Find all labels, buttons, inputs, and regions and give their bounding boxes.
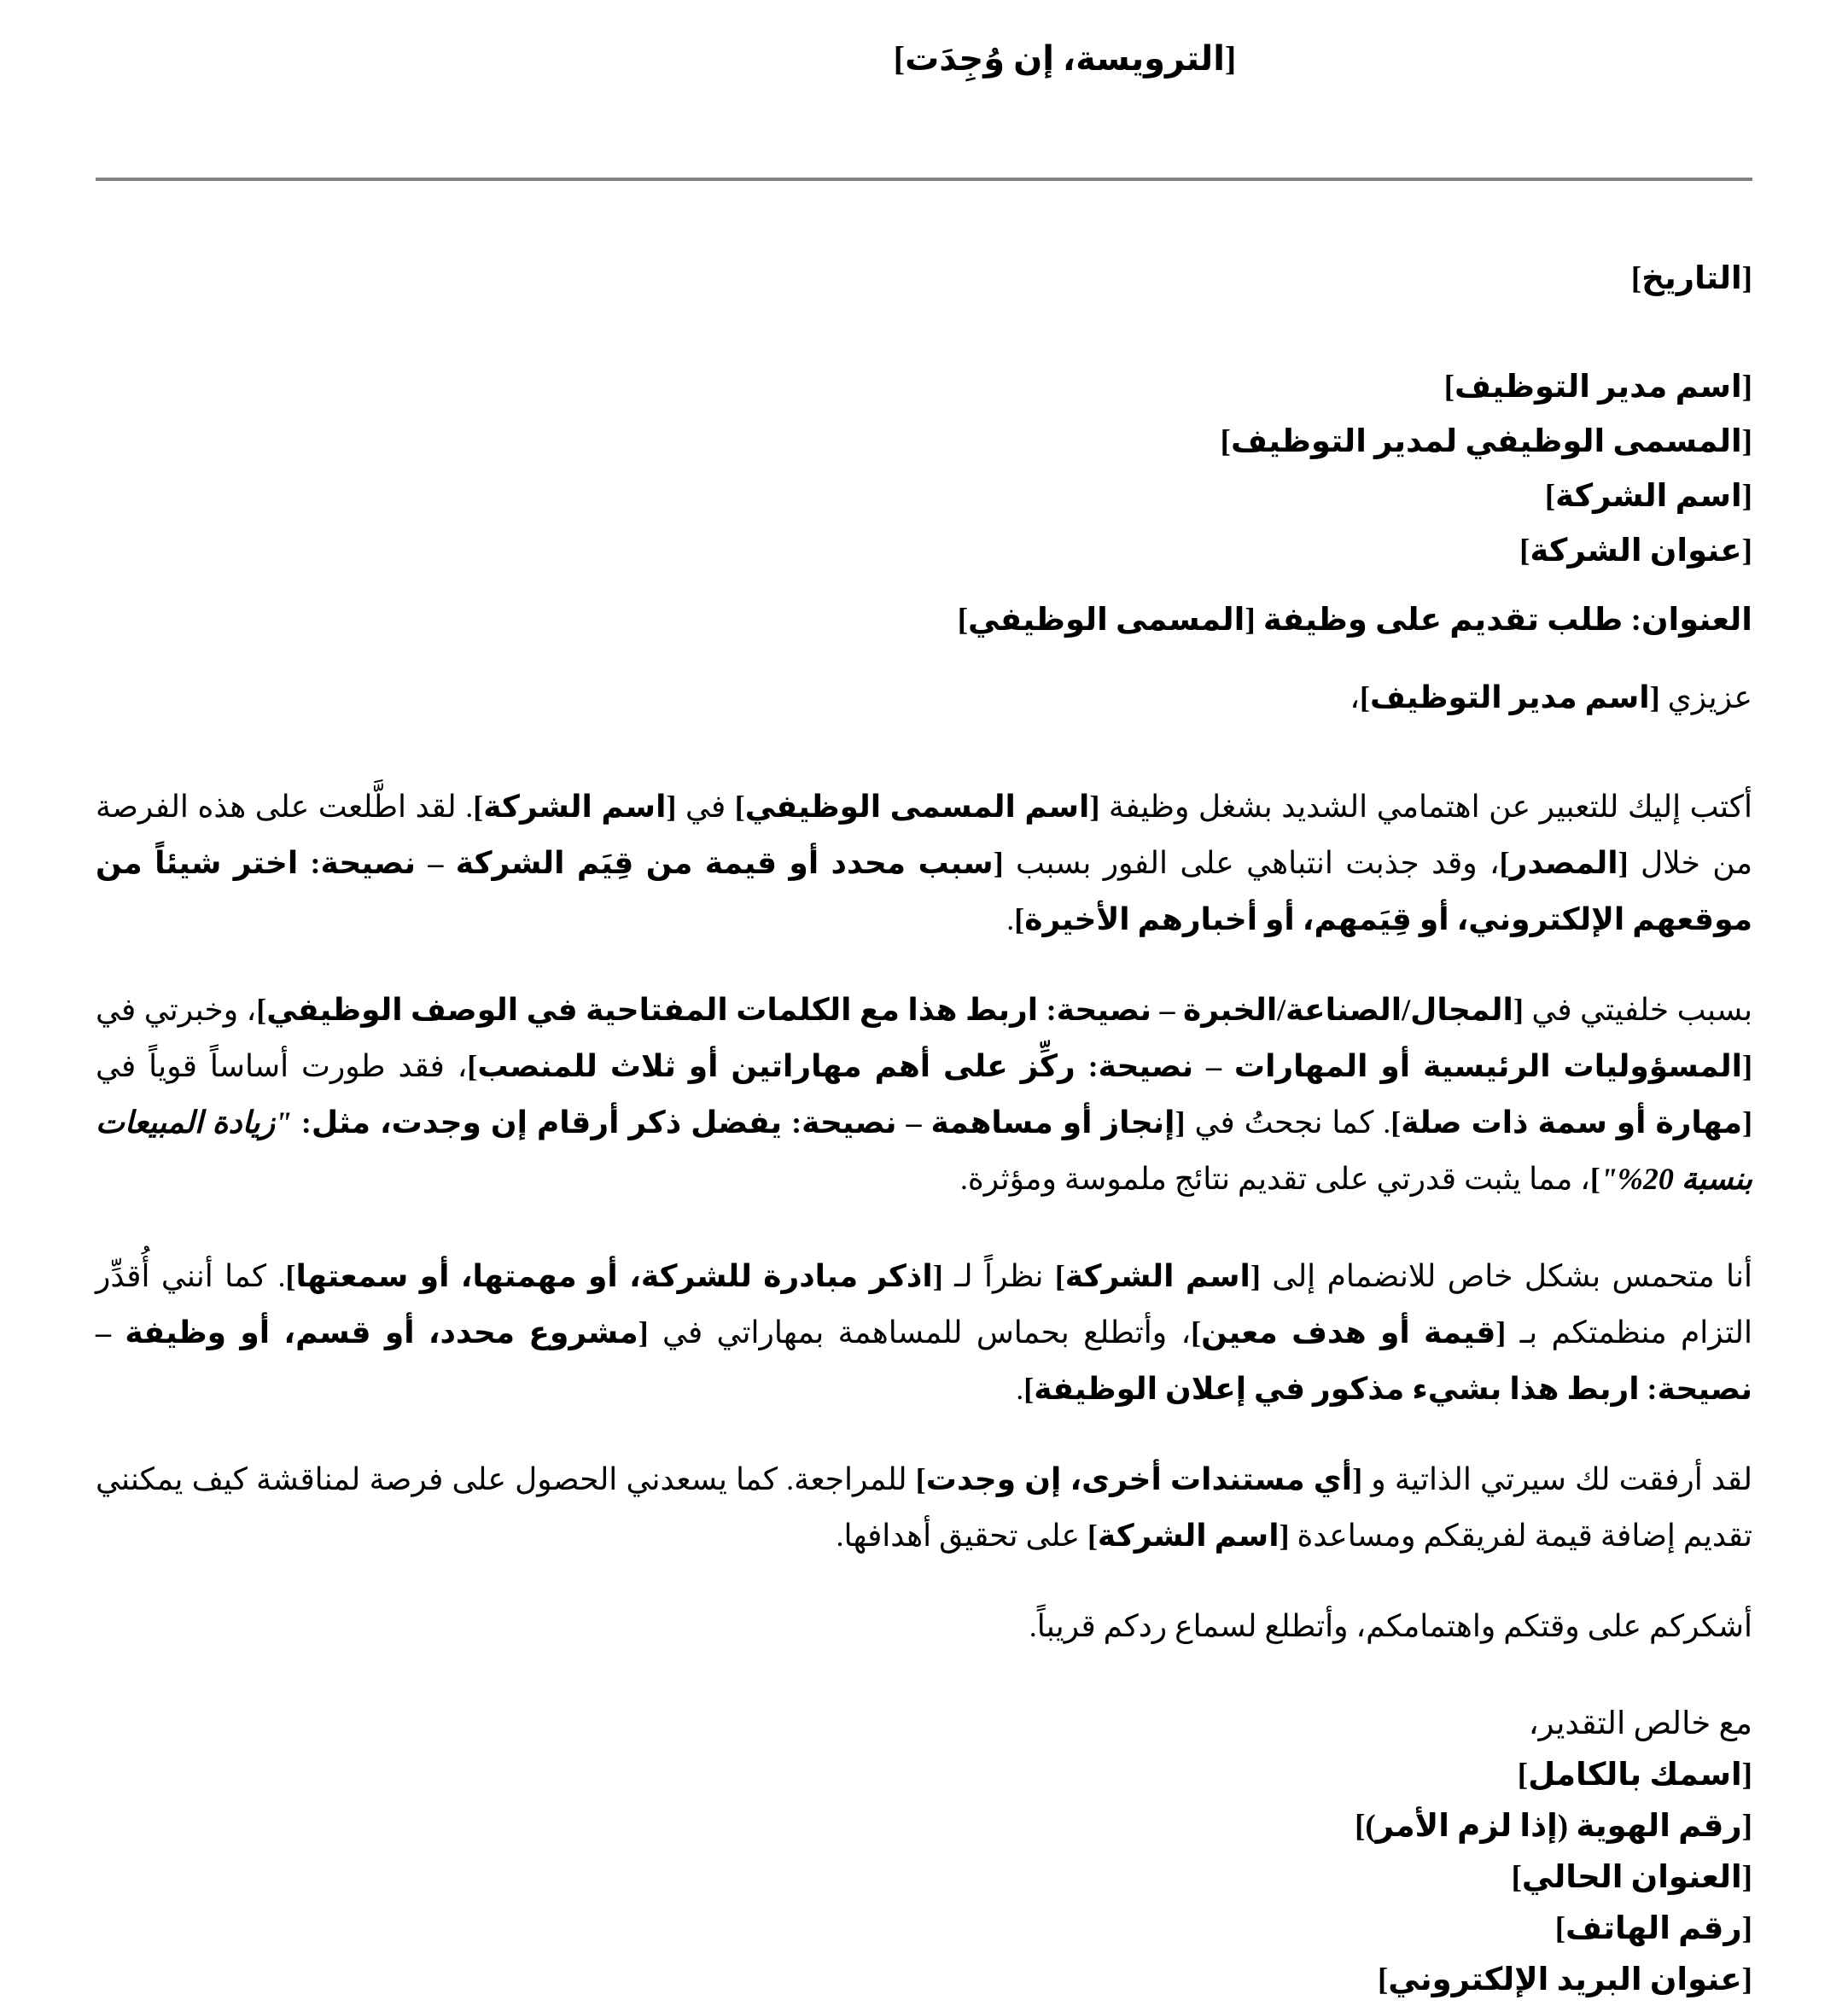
text-run: ، مما يثبت قدرتي على تقديم نتائج ملموسة ومؤثرة.	[959, 1162, 1590, 1196]
text-run: للمراجعة. كما يسعدني الحصول على فرصة لمناقشة كيف يمكنني تقديم إضافة قيمة لفريقكم ومساعدة	[96, 1462, 1752, 1553]
text-run: نظراً لـ	[942, 1259, 1055, 1293]
text-run: . كما أنني أُقدِّر التزام منظمتكم بـ	[96, 1259, 1752, 1350]
salutation	[96, 676, 1752, 719]
text-run: [اسم مدير التوظيف]	[1360, 680, 1660, 714]
text-run: [اذكر مبادرة للشركة، أو مهمتها، أو سمعتها]	[285, 1259, 943, 1293]
text-run: [مشروع محدد، أو قسم، أو وظيفة – نصيحة: اربط هذا بشيء مذكور في إعلان الوظيفة]	[96, 1315, 1752, 1406]
text-run: [اسم المسمى الوظيفي]	[734, 790, 1100, 824]
text-run: . لقد اطَّلعت على هذه الفرصة من خلال	[96, 790, 1752, 880]
signature-line: [رقم الهوية (إذا لزم الأمر)]	[1355, 1809, 1752, 1844]
text-run: عزيزي	[1659, 680, 1752, 714]
text-run: أنا متحمس بشكل خاص للانضمام إلى	[1260, 1259, 1752, 1293]
header-divider	[96, 178, 1752, 181]
recipient-block	[96, 360, 1752, 579]
recipient-line: [المسمى الوظيفي لمدير التوظيف]	[1220, 424, 1752, 459]
text-run: [سبب محدد أو قيمة من قِيَم الشركة – نصيحة: اختر شيئاً من موقعهم الإلكتروني، أو قِيَمهم، أو أخبارهم الأخيرة]	[96, 846, 1752, 936]
recipient-line: [عنوان الشركة]	[1519, 534, 1752, 569]
body-paragraph-1	[96, 778, 1752, 948]
text-run: على تحقيق أهدافها.	[836, 1519, 1087, 1553]
text-run: ، وخبرتي في	[96, 993, 257, 1027]
body-paragraph-2	[96, 982, 1752, 1207]
text-run: [قيمة أو هدف معين]	[1191, 1315, 1507, 1350]
text-run: [أي مستندات أخرى، إن وجدت]	[915, 1462, 1363, 1496]
signoff: مع خالص التقدير،	[1528, 1706, 1752, 1741]
text-run: ،	[1350, 680, 1361, 714]
text-run: [اسم الشركة]	[473, 790, 677, 824]
text-run: . كما نجحتُ في	[1185, 1105, 1391, 1140]
text-run: ، وأتطلع بحماس للمساهمة بمهاراتي في	[648, 1315, 1192, 1350]
signature-line: [عنوان البريد الإلكتروني]	[1377, 1962, 1752, 1997]
body-paragraph-3	[96, 1248, 1752, 1417]
text-run: [مهارة أو سمة ذات صلة]	[1390, 1105, 1752, 1140]
text-run: [إنجاز أو مساهمة – نصيحة: يفضل ذكر أرقام إن وجدت، مثل:	[291, 1105, 1186, 1140]
text-run: "زيادة المبيعات بنسبة 20%"	[96, 1105, 1752, 1196]
recipient-line: [اسم الشركة]	[1544, 479, 1752, 514]
date-line: [التاريخ]	[1630, 261, 1752, 296]
text-run: ، وقد جذبت انتباهي على الفور بسبب	[1003, 846, 1500, 880]
text-run: [اسم الشركة]	[1087, 1519, 1290, 1553]
signature-line: [العنوان الحالي]	[1511, 1860, 1752, 1895]
signature-line: [اسمك بالكامل]	[1517, 1758, 1752, 1793]
body-paragraph-4	[96, 1451, 1752, 1564]
text-run: .	[1006, 902, 1015, 936]
subject-line: العنوان: طلب تقديم على وظيفة [المسمى الوظيفي]	[957, 603, 1752, 638]
recipient-line: [اسم مدير التوظيف]	[1443, 370, 1752, 405]
signature-block	[96, 1750, 1752, 2006]
text-run: أكتب إليك للتعبير عن اهتمامي الشديد بشغل وظيفة	[1099, 790, 1752, 824]
text-run: [المجال/الصناعة/الخبرة – نصيحة: اربط هذا مع الكلمات المفتاحية في الوصف الوظيفي]	[256, 993, 1524, 1027]
text-run: [المصدر]	[1499, 846, 1629, 880]
text-run: ، فقد طورت أساساً قوياً في	[96, 1049, 468, 1083]
text-run: في	[676, 790, 735, 824]
text-run: ]	[1589, 1162, 1600, 1196]
letterhead-placeholder: [الترويسة، إن وُجِدَت]	[893, 39, 1237, 78]
text-run: .	[1016, 1372, 1024, 1406]
signature-line: [رقم الهاتف]	[1554, 1911, 1752, 1946]
text-run: [اسم الشركة]	[1054, 1259, 1261, 1293]
text-run: بسبب خلفيتي في	[1523, 993, 1752, 1027]
text-run: لقد أرفقت لك سيرتي الذاتية و	[1362, 1462, 1752, 1496]
text-run: [المسؤوليات الرئيسية أو المهارات – نصيحة: ركِّز على أهم مهاراتين أو ثلاث للمنصب]	[467, 1049, 1752, 1083]
closing-paragraph: أشكركم على وقتكم واهتمامكم، وأتطلع لسماع ردكم قريباً.	[1029, 1609, 1752, 1643]
